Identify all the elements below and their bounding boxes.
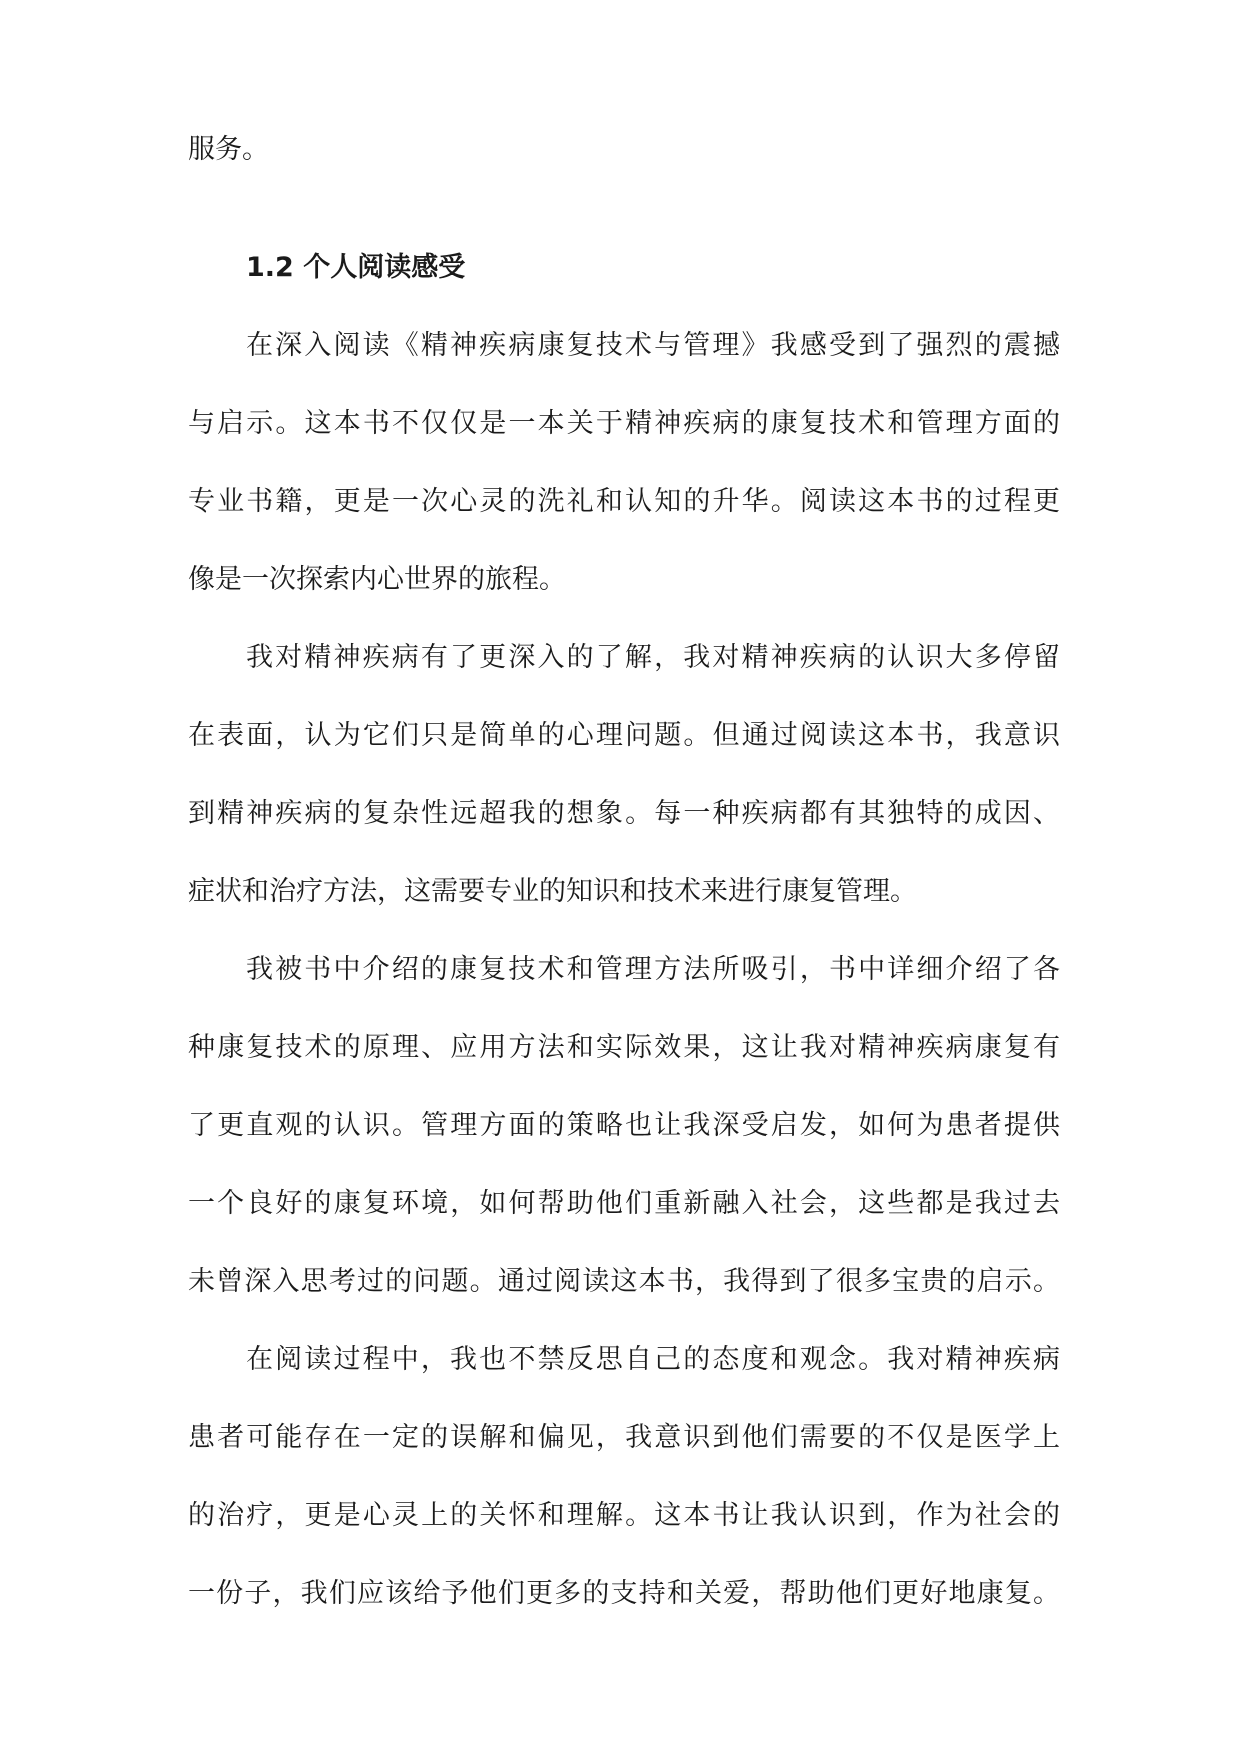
paragraph-line: 症状和治疗方法，这需要专业的知识和技术来进行康复管理。 — [188, 876, 917, 907]
paragraph-line: 一个良好的康复环境，如何帮助他们重新融入社会，这些都是我过去 — [188, 1188, 1060, 1219]
paragraph-line: 专业书籍，更是一次心灵的洗礼和认知的升华。阅读这本书的过程更 — [188, 486, 1060, 517]
paragraph-line: 我被书中介绍的康复技术和管理方法所吸引，书中详细介绍了各 — [246, 954, 1060, 985]
paragraph-line: 一份子，我们应该给予他们更多的支持和关爱，帮助他们更好地康复。 — [188, 1578, 1060, 1609]
paragraph-line: 种康复技术的原理、应用方法和实际效果，这让我对精神疾病康复有 — [188, 1032, 1060, 1063]
paragraph-line: 未曾深入思考过的问题。通过阅读这本书，我得到了很多宝贵的启示。 — [188, 1266, 1060, 1297]
paragraph-line: 在表面，认为它们只是简单的心理问题。但通过阅读这本书，我意识 — [188, 720, 1060, 751]
paragraph — [188, 332, 1060, 644]
paragraph — [188, 1346, 1060, 1658]
section-number: 1.2 — [246, 252, 294, 283]
paragraph-line: 像是一次探索内心世界的旅程。 — [188, 564, 566, 595]
document-body — [188, 136, 1060, 1658]
section-title: 个人阅读感受 — [303, 252, 466, 283]
paragraph-line: 的治疗，更是心灵上的关怀和理解。这本书让我认识到，作为社会的 — [188, 1500, 1060, 1531]
paragraph-line: 到精神疾病的复杂性远超我的想象。每一种疾病都有其独特的成因、 — [188, 798, 1060, 829]
continued-text-line: 服务。 — [188, 134, 269, 165]
paragraph-line: 在阅读过程中，我也不禁反思自己的态度和观念。我对精神疾病 — [246, 1344, 1060, 1375]
paragraph-line: 在深入阅读《精神疾病康复技术与管理》我感受到了强烈的震撼 — [246, 330, 1060, 361]
section-heading — [188, 254, 1060, 332]
paragraph-line: 了更直观的认识。管理方面的策略也让我深受启发，如何为患者提供 — [188, 1110, 1060, 1141]
paragraph-line: 患者可能存在一定的误解和偏见，我意识到他们需要的不仅是医学上 — [188, 1422, 1060, 1453]
paragraph-line: 我对精神疾病有了更深入的了解，我对精神疾病的认识大多停留 — [246, 642, 1060, 673]
paragraph — [188, 956, 1060, 1346]
paragraph-line: 与启示。这本书不仅仅是一本关于精神疾病的康复技术和管理方面的 — [188, 408, 1060, 439]
paragraph — [188, 644, 1060, 956]
